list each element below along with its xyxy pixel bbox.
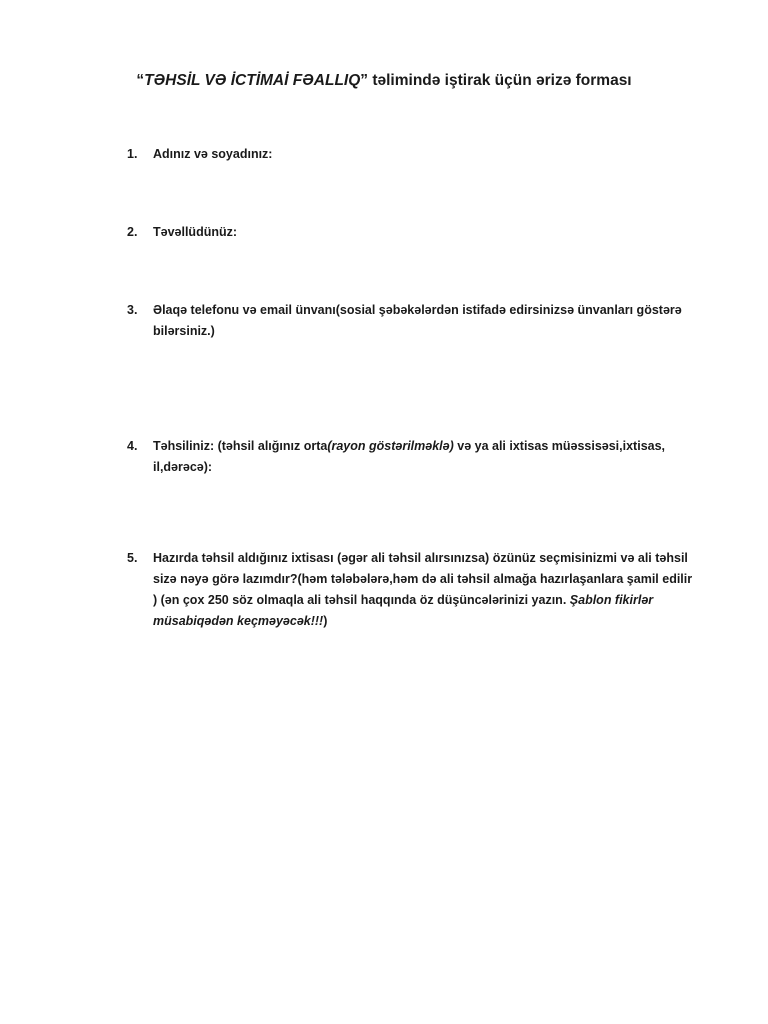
question-4	[127, 436, 707, 478]
title-open-quote: “	[136, 72, 145, 89]
question-text	[153, 436, 707, 478]
question-number: 1.	[127, 147, 138, 161]
title-program-name: TƏHSİL VƏ İCTİMAİ FƏALLIQ	[144, 72, 361, 89]
question-number: 4.	[127, 439, 138, 453]
title-close-quote: ”	[360, 72, 369, 89]
title-rest: təlimində iştirak üçün ərizə forması	[368, 72, 632, 89]
question-number: 2.	[127, 225, 138, 239]
question-2	[127, 222, 707, 243]
question-text	[153, 548, 697, 632]
question-text-italic: (rayon göstərilməklə)	[327, 439, 454, 453]
question-5	[127, 548, 697, 632]
question-3	[127, 300, 707, 342]
question-text: Adınız və soyadınız:	[153, 147, 273, 161]
question-text-part: Təhsiliniz: (təhsil alığınız orta	[153, 439, 328, 453]
question-text: Təvəllüdünüz:	[153, 225, 238, 239]
question-text-part: Hazırda təhsil aldığınız ixtisası (əgər ali təhsil alırsınızsa) özünüz seçmisinizmi və ali təhsil sizə nəyə görə lazımdır?(həm tələbələrə,həm də ali təhsil almağa hazırlaşanlara şamil edilir ) (ən çox 250 söz olmaqla ali təhsil haqqında öz düşüncələrinizi yazın.	[153, 551, 693, 607]
question-1	[127, 144, 707, 165]
question-number: 5.	[127, 551, 138, 565]
question-number: 3.	[127, 303, 138, 317]
form-title	[0, 72, 768, 90]
question-text: Əlaqə telefonu və email ünvanı(sosial şəbəkələrdən istifadə edirsinizsə ünvanları göstərə bilərsiniz.)	[153, 303, 682, 338]
question-text-part: və ya ali ixtisas müəssisəsi,ixtisas, il,dərəcə):	[153, 439, 666, 474]
question-text-italic: Şablon fikirlər müsabiqədən keçməyəcək!!!	[153, 593, 654, 628]
question-text-part: )	[323, 614, 328, 628]
